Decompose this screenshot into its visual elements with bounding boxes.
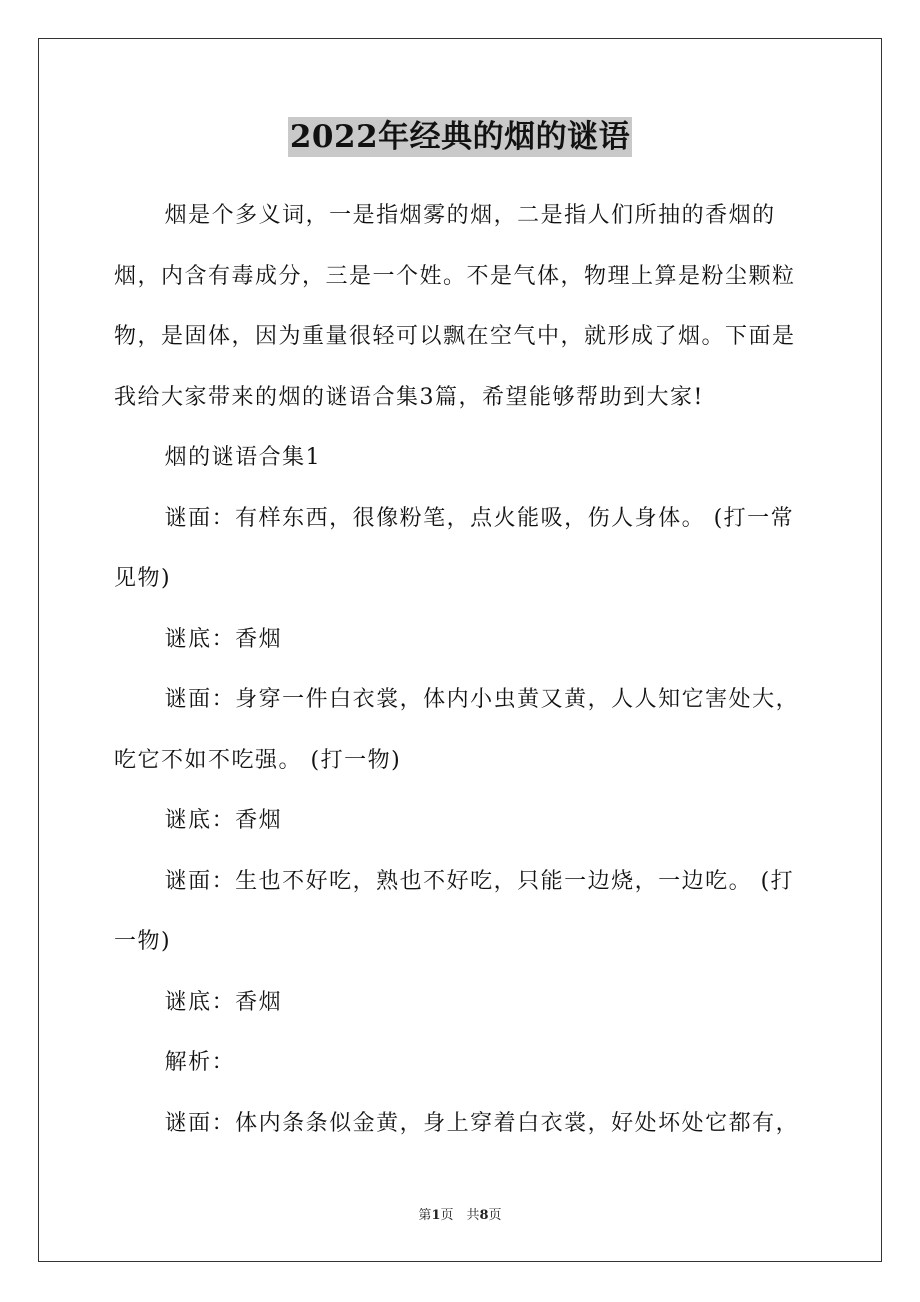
footer-suffix: 页: [488, 1208, 502, 1223]
footer-total-pages: 8: [479, 1208, 489, 1223]
paragraph-answer-3: 谜底：香烟: [164, 989, 283, 1015]
paragraph-riddle-4: 谜面：体内条条似金黄，身上穿着白衣裳，好处坏处它都有，: [164, 1110, 800, 1136]
footer-mid: 页 共: [440, 1208, 480, 1223]
footer-prefix: 第: [418, 1208, 432, 1223]
paragraph-answer-1: 谜底：香烟: [164, 626, 283, 652]
footer-current-page: 1: [431, 1208, 441, 1223]
document-title: [0, 112, 920, 162]
paragraph-riddle-2: 谜面：身穿一件白衣裳，体内小虫黄又黄，人人知它害处大，吃它不如不吃强。 (打一物): [114, 687, 800, 773]
paragraph-answer-2: 谜底：香烟: [164, 808, 283, 833]
page-footer: [0, 1206, 920, 1226]
document-title-text: 2022年经典的烟的谜语: [289, 119, 631, 155]
document-body: [114, 186, 814, 1154]
paragraph-section-heading: 烟的谜语合集1: [164, 445, 322, 470]
paragraph-analysis: 解析：: [164, 1050, 236, 1075]
paragraph-intro: 烟是个多义词，一是指烟雾的烟，二是指人们所抽的香烟的烟，内含有毒成分，三是一个姓。不是气体，物理上算是粉尘颗粒物，是固体，因为重量很轻可以飘在空气中，就形成了烟。下面是我给大家带来的烟的谜语合集3篇，希望能够帮助到大家!: [114, 203, 796, 410]
paragraph-riddle-1: 谜面：有样东西，很像粉笔，点火能吸，伤人身体。 (打一常见物): [114, 505, 795, 591]
paragraph-riddle-3: 谜面：生也不好吃，熟也不好吃，只能一边烧，一边吃。 (打一物): [114, 868, 795, 954]
